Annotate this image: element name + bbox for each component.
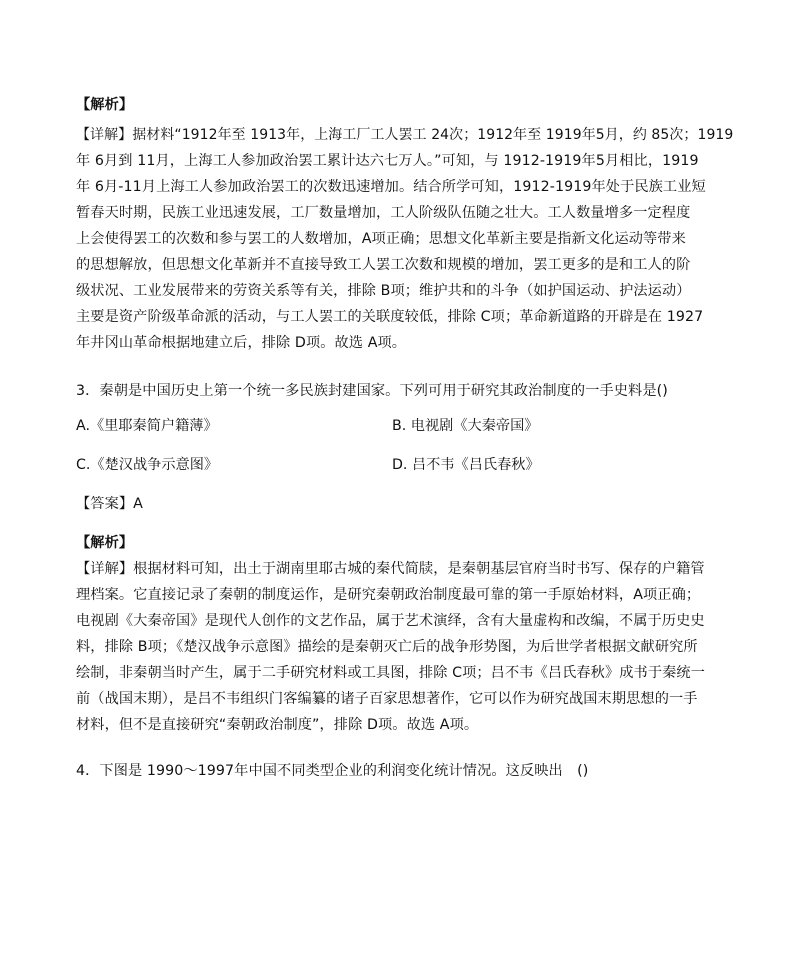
analysis-line: 【详解】根据材料可知，出土于湖南里耶古城的秦代简牍，是秦朝基层官府当时书写、保存的户籍管 — [76, 561, 705, 577]
answer-label: 【答案】A — [76, 496, 143, 512]
option-b: B. 电视剧《大秦帝国》 — [392, 418, 539, 434]
option-d: D. 吕不韦《吕氏春秋》 — [392, 457, 540, 473]
analysis-line: 电视剧《大秦帝国》是现代人创作的文艺作品，属于艺术演绎，含有大量虚构和改编，不属于历史史 — [76, 613, 705, 629]
analysis-line: 级状况、工业发展带来的劳资关系等有关，排除 B项；维护共和的斗争（如护国运动、护法运动） — [76, 283, 691, 299]
analysis-line: 材料，但不是直接研究“秦朝政治制度”，排除 D项。故选 A项。 — [76, 717, 479, 733]
analysis-line: 前（战国末期），是吕不韦组织门客编纂的诸子百家思想著作，它可以作为研究战国末期思想的一手 — [76, 691, 698, 707]
analysis-line: 上会使得罢工的次数和参与罢工的人数增加，A项正确；思想文化革新主要是指新文化运动等带来 — [76, 231, 686, 247]
analysis-line: 绘制，非秦朝当时产生，属于二手研究材料或工具图，排除 C项；吕不韦《吕氏春秋》成书于秦统一 — [76, 665, 705, 681]
analysis-line: 理档案。它直接记录了秦朝的制度运作，是研究秦朝政治制度最可靠的第一手原始材料，A项正确； — [76, 587, 701, 603]
question-3-stem: 3．秦朝是中国历史上第一个统一多民族封建国家。下列可用于研究其政治制度的一手史料是() — [76, 383, 668, 399]
option-a: A.《里耶秦简户籍薄》 — [76, 418, 218, 434]
option-c: C.《楚汉战争示意图》 — [76, 457, 219, 473]
analysis-line: 主要是资产阶级革命派的活动，与工人罢工的关联度较低，排除 C项；革命新道路的开辟是在 1927 — [76, 309, 704, 325]
analysis-heading-1: 【解析】 — [76, 97, 134, 113]
analysis-line: 【详解】据材料“1912年至 1913年，上海工厂工人罢工 24次；1912年至 1919年5月，约 85次；1919 — [76, 127, 734, 143]
analysis-line: 年 6月到 11月，上海工人参加政治罢工累计达六七万人。”可知，与 1912-1919年5月相比，1919 — [76, 153, 699, 169]
analysis-line: 年井冈山革命根据地建立后，排除 D项。故选 A项。 — [76, 335, 407, 351]
analysis-heading-2: 【解析】 — [76, 535, 134, 551]
question-4-stem: 4．下图是 1990～1997年中国不同类型企业的利润变化统计情况。这反映出 () — [76, 763, 589, 779]
analysis-line: 料，排除 B项；《楚汉战争示意图》描绘的是秦朝灭亡后的战争形势图，为后世学者根据文献研究所 — [76, 639, 698, 655]
analysis-line: 年 6月-11月上海工人参加政治罢工的次数迅速增加。结合所学可知，1912-1919年处于民族工业短 — [76, 179, 706, 195]
analysis-line: 的思想解放，但思想文化革新并不直接导致工人罢工次数和规模的增加，罢工更多的是和工人的阶 — [76, 257, 691, 273]
analysis-line: 暂春天时期，民族工业迅速发展，工厂数量增加，工人阶级队伍随之壮大。工人数量增多一定程度 — [76, 205, 691, 221]
